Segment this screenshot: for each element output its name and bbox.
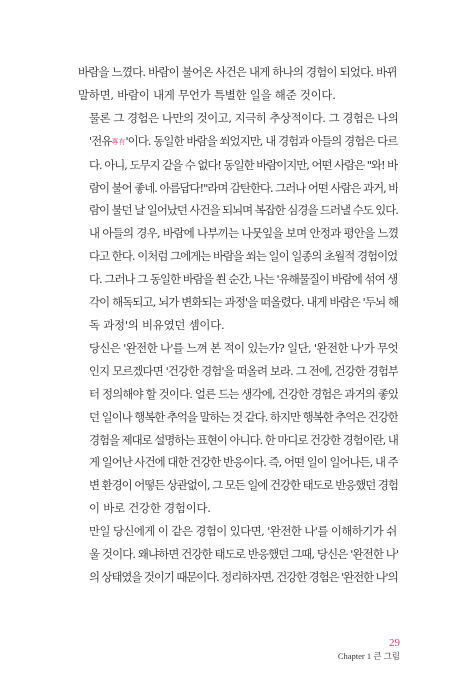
text-line: 의 상태였을 것이기 때문이다. 정리하자면, 건강한 경험은 '완전한 나'의 (89, 569, 398, 584)
text-line: 독 과정'의 비유였던 셈이다. (89, 317, 225, 332)
hanja-annotation: 專有 (111, 137, 126, 146)
text-fragment: '전유 (89, 133, 112, 148)
text-fragment: '이다. 동일한 바람을 쐬었지만, 내 경험과 아들의 경험은 다르 (125, 133, 398, 148)
text-line: 바람을 느꼈다. 바람이 불어온 사건은 내게 하나의 경험이 되었다. 바뀌 (78, 65, 397, 79)
text-line: 던 일이나 행복한 추억을 말하는 것 같다. 하지만 행복한 추억은 건강한 (89, 409, 398, 424)
text-line: 당신은 '완전한 나'를 느껴 본 적이 있는가? 일단, '완전한 나'가 무엇 (89, 340, 398, 355)
chapter-label: Chapter 1 큰 그림 (337, 651, 400, 661)
text-line: 다. 아니, 도무지 같을 수 없다! 동일한 바람이지만, 어떤 사람은 "와! 바 (89, 157, 398, 172)
paragraph (78, 337, 398, 520)
paragraph (78, 107, 398, 223)
text-line: 경험을 제대로 설명하는 표현이 아니다. 한 마디로 건강한 경험이란, 내 (89, 432, 398, 447)
text-line: 변 환경이 어떻든 상관없이, 그 모든 일에 건강한 태도로 반응했던 경험 (89, 478, 398, 493)
text-line: 만일 당신에게 이 같은 경험이 있다면, '완전한 나'를 이해하기가 쉬 (89, 524, 397, 539)
text-line: 다. 그러나 그 동일한 바람을 쐰 순간, 나는 '유해물질이 바람에 섞여 생 (89, 272, 398, 287)
paragraph (78, 520, 398, 589)
text-line: 내 아들의 경우, 바람에 나부끼는 나뭇잎을 보며 안정과 평안을 느꼈 (89, 226, 398, 241)
paragraph (78, 222, 398, 337)
page-number: 29 (389, 637, 400, 649)
text-line: 람이 불던 날 일어났던 사건을 되뇌며 복잡한 심경을 드러낼 수도 있다. (89, 203, 398, 218)
text-line: 말하면, 바람이 내게 무언가 특별한 일을 해준 것이다. (78, 87, 336, 102)
paragraph (78, 61, 398, 107)
text-line: 이 바로 건강한 경험이다. (89, 501, 211, 516)
text-line: 게 일어난 사건에 대한 건강한 반응이다. 즉, 어떤 일이 일어나든, 내 주 (89, 455, 398, 470)
text-line: 람이 불어 좋네. 아름답다!"라며 감탄한다. 그러나 어떤 사람은 과거, 바 (89, 180, 398, 195)
text-line: 울 것이다. 왜냐하면 건강한 태도로 반응했던 그때, 당신은 '완전한 나' (89, 547, 398, 562)
text-line (78, 130, 398, 154)
text-line: 인지 모르겠다면 '건강한 경험'을 떠올려 보라. 그 전에, 건강한 경험부 (89, 363, 398, 378)
text-line: 각이 해독되고, 뇌가 변화되는 과정'을 떠올렸다. 내게 바람은 '두뇌 해 (89, 295, 398, 310)
page-footer (338, 636, 400, 662)
body-text (78, 61, 398, 589)
text-line: 다고 한다. 이처럼 그에게는 바람을 쐬는 일이 일종의 초월적 경험이었 (89, 249, 398, 264)
text-line: 물론 그 경험은 나만의 것이고, 지극히 추상적이다. 그 경험은 나의 (89, 110, 398, 125)
text-line: 터 정의해야 할 것이다. 얼른 드는 생각에, 건강한 경험은 과거의 좋았 (89, 386, 398, 401)
